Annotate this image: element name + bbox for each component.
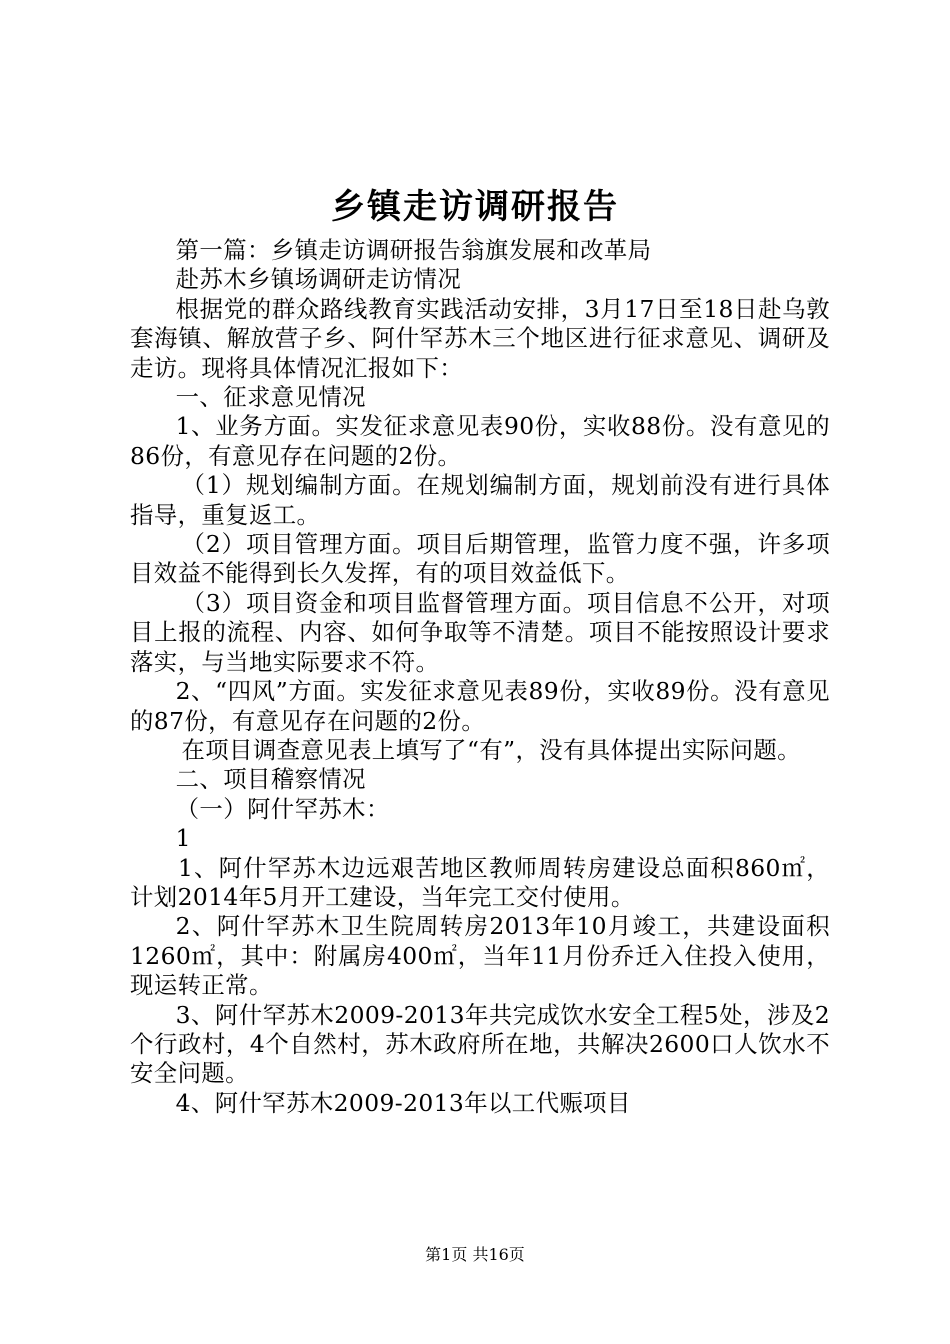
paragraph-7: （3）项目资金和项目监督管理方面。项目信息不公开，对项目上报的流程、内容、如何争取等不清楚。项目不能按照设计要求落实，与当地实际要求不符。 — [130, 588, 830, 676]
paragraph-8: 2、“四风”方面。实发征求意见表89份，实收89份。没有意见的87份，有意见存在问题的2份。 — [130, 677, 830, 735]
paragraph-10: 1、阿什罕苏木边远艰苦地区教师周转房建设总面积860㎡，计划2014年5月开工建设，当年完工交付使用。 — [130, 853, 830, 911]
subsection-heading-1: （一）阿什罕苏木： — [175, 794, 390, 823]
paragraph-6: （2）项目管理方面。项目后期管理，监管力度不强，许多项目效益不能得到长久发挥，有的项目效益低下。 — [130, 530, 830, 588]
paragraph-2: 赴苏木乡镇场调研走访情况 — [175, 265, 462, 294]
document-body — [130, 236, 830, 1118]
paragraph-12: 3、阿什罕苏木2009-2013年共完成饮水安全工程5处，涉及2个行政村，4个自然村，苏木政府所在地，共解决2600口人饮水不安全问题。 — [130, 1000, 830, 1088]
paragraph-11: 2、阿什罕苏木卫生院周转房2013年10月竣工，共建设面积1260㎡，其中：附属房400㎡，当年11月份乔迁入住投入使用，现运转正常。 — [130, 912, 830, 1000]
section-heading-2: 二、项目稽察情况 — [175, 765, 366, 794]
page-marker: 1 — [175, 824, 191, 853]
paragraph-13: 4、阿什罕苏木2009-2013年以工代赈项目 — [175, 1088, 631, 1117]
paragraph-9: 在项目调查意见表上填写了“有”，没有具体提出实际问题。 — [181, 735, 801, 764]
paragraph-5: （1）规划编制方面。在规划编制方面，规划前没有进行具体指导，重复返工。 — [130, 471, 830, 529]
section-heading-1: 一、征求意见情况 — [175, 383, 366, 412]
paragraph-4: 1、业务方面。实发征求意见表90份，实收88份。没有意见的86份，有意见存在问题的2份。 — [130, 412, 830, 470]
paragraph-1: 第一篇：乡镇走访调研报告翁旗发展和改革局 — [175, 236, 652, 264]
document-title: 乡镇走访调研报告 — [331, 187, 619, 227]
paragraph-3: 根据党的群众路线教育实践活动安排，3月17日至18日赴乌敦套海镇、解放营子乡、阿什罕苏木三个地区进行征求意见、调研及走访。现将具体情况汇报如下： — [130, 294, 830, 382]
page-footer: 第1页 共16页 — [425, 1245, 525, 1264]
